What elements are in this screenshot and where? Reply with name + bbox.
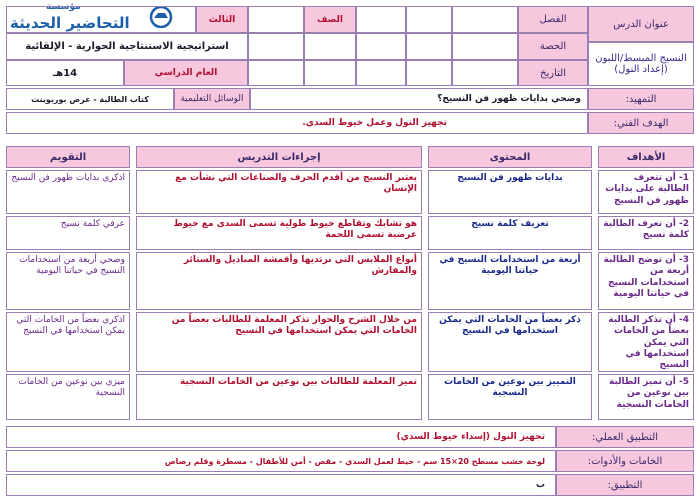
row3-evaluation: وضحي أربعة من استخدامات النسيج في حياتنا اليومية xyxy=(6,252,130,310)
date-label: التاريخ xyxy=(518,60,588,86)
row4-evaluation: اذكري بعضاً من الخامات التي يمكن استخدامها في النسيج xyxy=(6,312,130,372)
lesson-title-label: عنوان الدرس xyxy=(588,6,694,42)
row2-procedure: هو تشابك وتقاطع خيوط طولية تسمى السدى مع خيوط عرضية تسمى اللحمة xyxy=(136,216,422,250)
chapter-cell-2 xyxy=(406,6,452,33)
row4-content: ذكر بعضاً من الخامات التي يمكن استخدامها في النسيج xyxy=(428,312,592,372)
row1-goal: 1- أن تتعرف الطالبة على بدايات ظهور فن النسيج xyxy=(598,170,694,214)
intro-label: التمهيد: xyxy=(588,88,694,110)
row1-evaluation: اذكري بدايات ظهور فن النسيج xyxy=(6,170,130,214)
homework-label: التطبيق: xyxy=(556,474,694,496)
lesson-title: النسيج المبسط/اللبون (إعداد النول) xyxy=(588,42,694,86)
strategy: استراتيجية الاستنتاجية الحوارية - الإلقائية xyxy=(6,33,248,60)
row5-procedure: تميز المعلمة للطالبات بين نوعين من الخامات النسجية xyxy=(136,374,422,420)
logo-sub: مؤسسة xyxy=(46,2,81,12)
grade-label: الصف xyxy=(304,6,356,33)
row3-content: أربعة من استخدامات النسيج في حياتنا اليومية xyxy=(428,252,592,310)
practical-label: التطبيق العملي: xyxy=(556,426,694,448)
date-cell-3 xyxy=(356,60,406,86)
row1-content: بدايات ظهور فن النسيج xyxy=(428,170,592,214)
homework-text: ب xyxy=(6,474,556,496)
tools-text: لوحة خشب مسطح 20×15 سم - خيط لعمل السدي - مقص - أمن للأطفال - مسطرة وقلم رصاص xyxy=(6,450,556,472)
logo-main: التحاضير الحديثة xyxy=(10,14,130,32)
date-cell-5 xyxy=(248,60,304,86)
third-label: الثالث xyxy=(196,6,248,33)
row3-procedure: أنواع الملابس التي نرتديها وأقمشة المناديل والستائر والمفارش xyxy=(136,252,422,310)
row2-goal: 2- أن تعرف الطالبة كلمة نسيج xyxy=(598,216,694,250)
school-year-label: العام الدراسي xyxy=(124,60,248,86)
aids-label: الوسائل التعليمية xyxy=(174,88,250,110)
class-cell-5 xyxy=(248,33,304,60)
logo-cell xyxy=(6,6,196,33)
intro-text: وضحي بدايات ظهور فن النسيج؟ xyxy=(250,88,588,110)
class-label: الحصة xyxy=(518,33,588,60)
row3-goal: 3- أن توضح الطالبة أربعة من استخدامات النسيج في حياتنا اليومية xyxy=(598,252,694,310)
row4-procedure: من خلال الشرح والحوار تذكر المعلمة للطالبات بعضاً من الخامات التي يمكن استخدامها في النسيج xyxy=(136,312,422,372)
row5-content: التمييز بين نوعين من الخامات النسجية xyxy=(428,374,592,420)
tech-goal-label: الهدف الفني: xyxy=(588,112,694,134)
header-goals: الأهداف xyxy=(598,146,694,168)
chapter-cell-3 xyxy=(356,6,406,33)
row2-content: تعريف كلمة نسيج xyxy=(428,216,592,250)
chapter-cell-1 xyxy=(452,6,518,33)
class-cell-3 xyxy=(356,33,406,60)
header-content: المحتوى xyxy=(428,146,592,168)
header-evaluation: التقويم xyxy=(6,146,130,168)
row1-procedure: يعتبر النسيج من أقدم الحرف والصناعات التي نشأت مع الإنسان xyxy=(136,170,422,214)
row4-goal: 4- أن تذكر الطالبة بعضاً من الخامات التي يمكن استخدامها في النسيج xyxy=(598,312,694,372)
header-procedures: إجراءات التدريس xyxy=(136,146,422,168)
chapter-label: الفصل xyxy=(518,6,588,33)
school-year: 14هـ xyxy=(6,60,124,86)
aids-value: كتاب الطالبة - عرض بوربوينت xyxy=(6,88,174,110)
row5-evaluation: ميزي بين نوعين من الخامات النسجية xyxy=(6,374,130,420)
row2-evaluation: عرفي كلمة نسيج xyxy=(6,216,130,250)
date-cell-4 xyxy=(304,60,356,86)
date-cell-2 xyxy=(406,60,452,86)
row5-goal: 5- أن تميز الطالبة بين نوعين من الخامات النسجية xyxy=(598,374,694,420)
practical-text: تجهيز النول (إسداء خيوط السدي) xyxy=(6,426,556,448)
grade-cell xyxy=(248,6,304,33)
tools-label: الخامات والأدوات: xyxy=(556,450,694,472)
class-cell-2 xyxy=(406,33,452,60)
date-cell-1 xyxy=(452,60,518,86)
class-cell-1 xyxy=(452,33,518,60)
class-cell-4 xyxy=(304,33,356,60)
tech-goal-text: تجهيز النول وعمل خيوط السدي. xyxy=(6,112,588,134)
